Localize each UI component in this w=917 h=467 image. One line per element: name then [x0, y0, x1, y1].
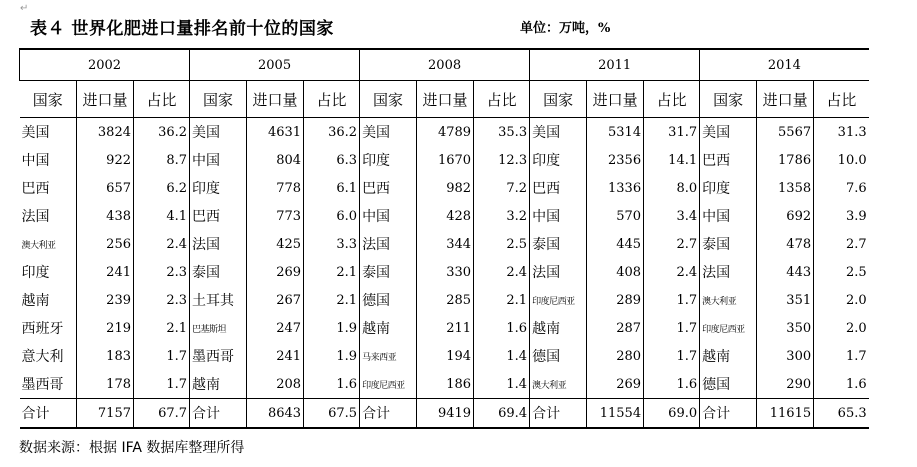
- country-cell: 印度: [190, 174, 247, 202]
- import-ranking-table: [19, 48, 869, 429]
- country-cell: 印度: [530, 146, 587, 174]
- country-cell: 巴西: [190, 202, 247, 230]
- share-cell: 1.9: [304, 342, 360, 370]
- country-cell: 印度: [700, 174, 757, 202]
- country-cell: 美国: [190, 118, 247, 147]
- country-cell: 墨西哥: [20, 370, 77, 399]
- country-cell: 巴西: [700, 146, 757, 174]
- year-header-2014: 2014: [700, 49, 869, 81]
- volume-cell: 778: [247, 174, 304, 202]
- volume-cell: 773: [247, 202, 304, 230]
- country-cell: 美国: [700, 118, 757, 147]
- country-cell: 马来西亚: [360, 342, 417, 370]
- volume-cell: 692: [757, 202, 814, 230]
- volume-cell: 428: [417, 202, 474, 230]
- table-row: [20, 118, 869, 147]
- country-cell: 泰国: [530, 230, 587, 258]
- volume-cell: 1786: [757, 146, 814, 174]
- country-cell: 意大利: [20, 342, 77, 370]
- country-cell: 德国: [360, 286, 417, 314]
- volume-cell: 982: [417, 174, 474, 202]
- paragraph-mark: ↵: [20, 3, 29, 14]
- total-share: 69.4: [474, 399, 530, 429]
- volume-header: 进口量: [77, 81, 134, 118]
- country-cell: 越南: [530, 314, 587, 342]
- country-cell: 巴基斯坦: [190, 314, 247, 342]
- country-cell: 德国: [700, 370, 757, 399]
- country-cell: 法国: [20, 202, 77, 230]
- unit-label: 单位：万吨，%: [520, 21, 611, 36]
- country-cell: 越南: [700, 342, 757, 370]
- table-row: [20, 230, 869, 258]
- total-label: 合计: [20, 399, 77, 429]
- country-cell: 法国: [700, 258, 757, 286]
- share-cell: 2.1: [304, 286, 360, 314]
- volume-cell: 287: [587, 314, 644, 342]
- share-cell: 31.7: [644, 118, 700, 147]
- share-cell: 8.7: [134, 146, 190, 174]
- volume-cell: 1336: [587, 174, 644, 202]
- volume-cell: 4631: [247, 118, 304, 147]
- volume-cell: 241: [247, 342, 304, 370]
- volume-cell: 269: [247, 258, 304, 286]
- table-row: [20, 342, 869, 370]
- country-cell: 中国: [700, 202, 757, 230]
- country-cell: 土耳其: [190, 286, 247, 314]
- volume-cell: 570: [587, 202, 644, 230]
- country-cell: 泰国: [190, 258, 247, 286]
- share-cell: 3.9: [814, 202, 869, 230]
- volume-cell: 211: [417, 314, 474, 342]
- volume-cell: 290: [757, 370, 814, 399]
- share-cell: 2.5: [474, 230, 530, 258]
- share-cell: 2.0: [814, 314, 869, 342]
- share-cell: 1.7: [814, 342, 869, 370]
- share-cell: 2.1: [474, 286, 530, 314]
- country-header: 国家: [190, 81, 247, 118]
- volume-header: 进口量: [417, 81, 474, 118]
- share-cell: 2.3: [134, 286, 190, 314]
- country-cell: 越南: [360, 314, 417, 342]
- share-cell: 3.4: [644, 202, 700, 230]
- table-title: 表４ 世界化肥进口量排名前十位的国家: [30, 19, 334, 39]
- share-cell: 2.4: [134, 230, 190, 258]
- table-row: [20, 202, 869, 230]
- share-cell: 1.7: [644, 286, 700, 314]
- volume-cell: 241: [77, 258, 134, 286]
- share-cell: 14.1: [644, 146, 700, 174]
- country-cell: 中国: [530, 202, 587, 230]
- volume-cell: 445: [587, 230, 644, 258]
- share-cell: 7.2: [474, 174, 530, 202]
- share-cell: 2.0: [814, 286, 869, 314]
- country-cell: 澳大利亚: [700, 286, 757, 314]
- country-cell: 西班牙: [20, 314, 77, 342]
- volume-cell: 344: [417, 230, 474, 258]
- share-cell: 1.6: [474, 314, 530, 342]
- volume-cell: 247: [247, 314, 304, 342]
- country-cell: 巴西: [530, 174, 587, 202]
- volume-cell: 1358: [757, 174, 814, 202]
- volume-cell: 178: [77, 370, 134, 399]
- share-cell: 10.0: [814, 146, 869, 174]
- country-cell: 中国: [190, 146, 247, 174]
- share-header: 占比: [304, 81, 360, 118]
- volume-cell: 239: [77, 286, 134, 314]
- volume-cell: 804: [247, 146, 304, 174]
- country-cell: 印度尼西亚: [530, 286, 587, 314]
- share-cell: 12.3: [474, 146, 530, 174]
- share-cell: 2.1: [304, 258, 360, 286]
- volume-cell: 186: [417, 370, 474, 399]
- year-header-2008: 2008: [360, 49, 530, 81]
- volume-cell: 350: [757, 314, 814, 342]
- volume-cell: 478: [757, 230, 814, 258]
- share-cell: 1.7: [644, 314, 700, 342]
- volume-cell: 219: [77, 314, 134, 342]
- volume-cell: 3824: [77, 118, 134, 147]
- country-header: 国家: [700, 81, 757, 118]
- total-share: 67.5: [304, 399, 360, 429]
- total-label: 合计: [190, 399, 247, 429]
- volume-cell: 267: [247, 286, 304, 314]
- table-row: [20, 314, 869, 342]
- country-cell: 中国: [20, 146, 77, 174]
- volume-cell: 351: [757, 286, 814, 314]
- share-header: 占比: [644, 81, 700, 118]
- total-label: 合计: [530, 399, 587, 429]
- share-cell: 1.6: [644, 370, 700, 399]
- share-header: 占比: [134, 81, 190, 118]
- country-header: 国家: [20, 81, 77, 118]
- share-cell: 2.1: [134, 314, 190, 342]
- country-cell: 印度尼西亚: [360, 370, 417, 399]
- volume-cell: 4789: [417, 118, 474, 147]
- year-header-row: [20, 49, 869, 81]
- share-cell: 2.5: [814, 258, 869, 286]
- volume-cell: 280: [587, 342, 644, 370]
- share-cell: 36.2: [134, 118, 190, 147]
- total-volume: 7157: [77, 399, 134, 429]
- share-cell: 1.7: [644, 342, 700, 370]
- share-cell: 1.4: [474, 370, 530, 399]
- country-cell: 巴西: [360, 174, 417, 202]
- country-cell: 印度尼西亚: [700, 314, 757, 342]
- share-cell: 7.6: [814, 174, 869, 202]
- share-header: 占比: [474, 81, 530, 118]
- country-cell: 墨西哥: [190, 342, 247, 370]
- share-cell: 2.4: [644, 258, 700, 286]
- share-cell: 6.1: [304, 174, 360, 202]
- total-volume: 11554: [587, 399, 644, 429]
- country-cell: 巴西: [20, 174, 77, 202]
- total-volume: 9419: [417, 399, 474, 429]
- total-row: [20, 399, 869, 429]
- share-cell: 3.3: [304, 230, 360, 258]
- year-header-2002: 2002: [20, 49, 190, 81]
- country-cell: 法国: [360, 230, 417, 258]
- column-header-row: [20, 81, 869, 118]
- volume-header: 进口量: [587, 81, 644, 118]
- share-cell: 36.2: [304, 118, 360, 147]
- volume-cell: 657: [77, 174, 134, 202]
- country-cell: 法国: [530, 258, 587, 286]
- volume-cell: 5567: [757, 118, 814, 147]
- share-cell: 6.0: [304, 202, 360, 230]
- volume-cell: 269: [587, 370, 644, 399]
- share-cell: 2.7: [814, 230, 869, 258]
- volume-cell: 443: [757, 258, 814, 286]
- share-cell: 6.3: [304, 146, 360, 174]
- country-cell: 美国: [360, 118, 417, 147]
- volume-cell: 5314: [587, 118, 644, 147]
- total-label: 合计: [700, 399, 757, 429]
- country-cell: 越南: [20, 286, 77, 314]
- total-volume: 11615: [757, 399, 814, 429]
- total-share: 65.3: [814, 399, 869, 429]
- table-row: [20, 286, 869, 314]
- share-cell: 1.6: [304, 370, 360, 399]
- volume-cell: 408: [587, 258, 644, 286]
- volume-cell: 438: [77, 202, 134, 230]
- country-cell: 越南: [190, 370, 247, 399]
- share-cell: 35.3: [474, 118, 530, 147]
- total-share: 67.7: [134, 399, 190, 429]
- table-row: [20, 370, 869, 399]
- share-cell: 4.1: [134, 202, 190, 230]
- share-cell: 1.9: [304, 314, 360, 342]
- volume-header: 进口量: [757, 81, 814, 118]
- table-row: [20, 146, 869, 174]
- volume-cell: 208: [247, 370, 304, 399]
- country-header: 国家: [530, 81, 587, 118]
- volume-cell: 1670: [417, 146, 474, 174]
- country-cell: 美国: [530, 118, 587, 147]
- country-cell: 泰国: [360, 258, 417, 286]
- volume-cell: 330: [417, 258, 474, 286]
- share-header: 占比: [814, 81, 869, 118]
- country-cell: 印度: [20, 258, 77, 286]
- country-cell: 法国: [190, 230, 247, 258]
- country-cell: 美国: [20, 118, 77, 147]
- country-cell: 印度: [360, 146, 417, 174]
- volume-cell: 300: [757, 342, 814, 370]
- volume-cell: 2356: [587, 146, 644, 174]
- table-row: [20, 258, 869, 286]
- country-header: 国家: [360, 81, 417, 118]
- share-cell: 3.2: [474, 202, 530, 230]
- total-volume: 8643: [247, 399, 304, 429]
- share-cell: 1.6: [814, 370, 869, 399]
- country-cell: 澳大利亚: [20, 230, 77, 258]
- country-cell: 中国: [360, 202, 417, 230]
- volume-cell: 194: [417, 342, 474, 370]
- share-cell: 2.7: [644, 230, 700, 258]
- share-cell: 1.4: [474, 342, 530, 370]
- volume-header: 进口量: [247, 81, 304, 118]
- volume-cell: 183: [77, 342, 134, 370]
- year-header-2005: 2005: [190, 49, 360, 81]
- year-header-2011: 2011: [530, 49, 700, 81]
- country-cell: 泰国: [700, 230, 757, 258]
- share-cell: 2.4: [474, 258, 530, 286]
- volume-cell: 425: [247, 230, 304, 258]
- data-source-note: 数据来源：根据 IFA 数据库整理所得: [19, 440, 245, 456]
- total-label: 合计: [360, 399, 417, 429]
- country-cell: 澳大利亚: [530, 370, 587, 399]
- volume-cell: 922: [77, 146, 134, 174]
- share-cell: 2.3: [134, 258, 190, 286]
- share-cell: 8.0: [644, 174, 700, 202]
- country-cell: 德国: [530, 342, 587, 370]
- share-cell: 31.3: [814, 118, 869, 147]
- table-row: [20, 174, 869, 202]
- volume-cell: 285: [417, 286, 474, 314]
- volume-cell: 256: [77, 230, 134, 258]
- share-cell: 1.7: [134, 342, 190, 370]
- total-share: 69.0: [644, 399, 700, 429]
- share-cell: 1.7: [134, 370, 190, 399]
- volume-cell: 289: [587, 286, 644, 314]
- share-cell: 6.2: [134, 174, 190, 202]
